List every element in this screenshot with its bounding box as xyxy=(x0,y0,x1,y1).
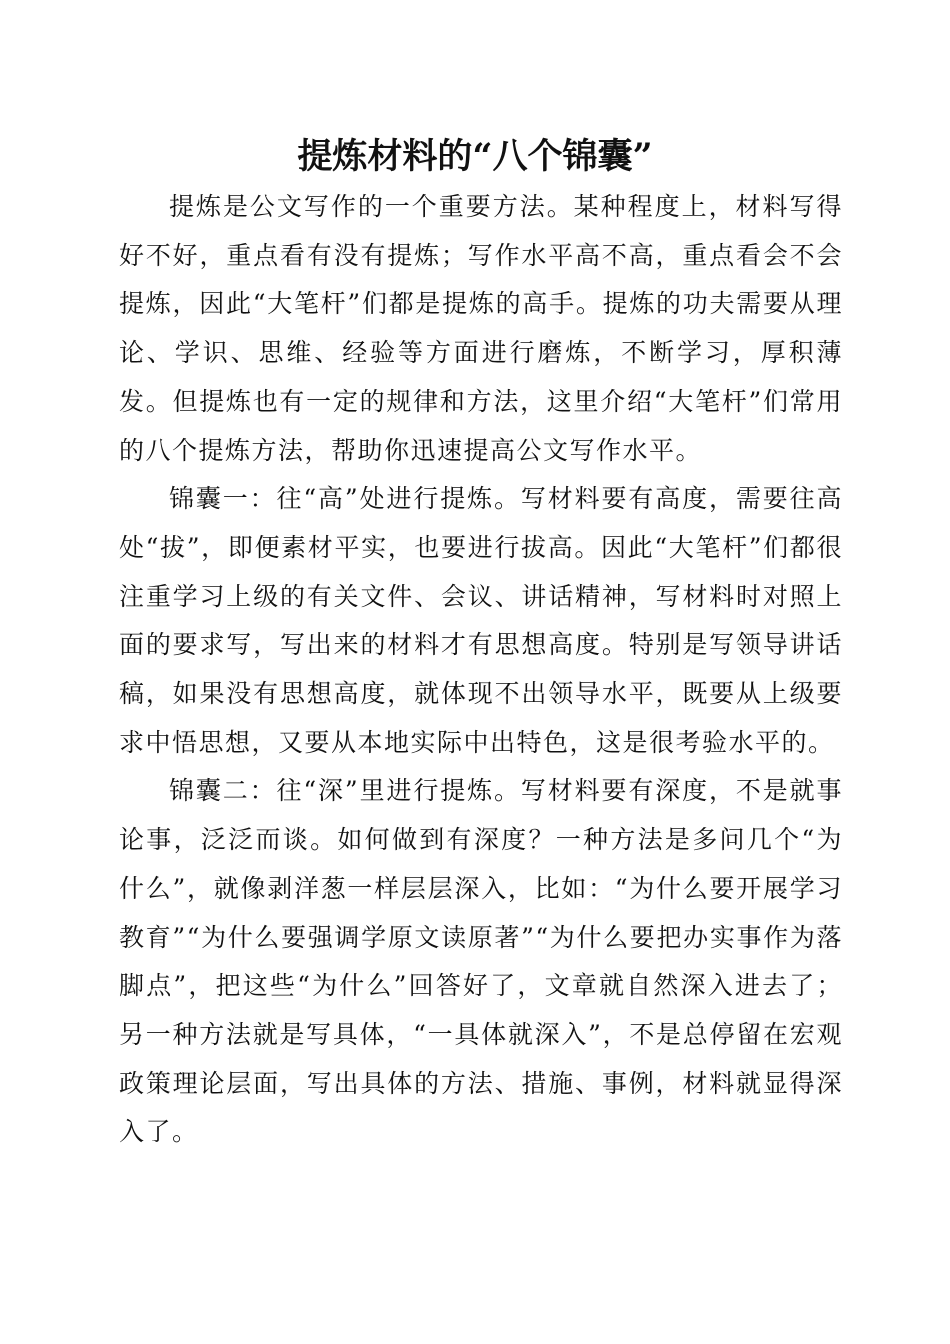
paragraph-intro: 提炼是公文写作的一个重要方法。某种程度上，材料写得好不好，重点看有没有提炼；写作水平高不高，重点看会不会提炼，因此“大笔杆”们都是提炼的高手。提炼的功夫需要从理论、学识、思维、经验等方面进行磨炼，不断学习，厚积薄发。但提炼也有一定的规律和方法，这里介绍“大笔杆”们常用的八个提炼方法，帮助你迅速提高公文写作水平。 xyxy=(119,192,843,465)
paragraph-tip-one: 锦囊一：往“高”处进行提炼。写材料要有高度，需要往高处“拔”，即便素材平实，也要进行拔高。因此“大笔杆”们都很注重学习上级的有关文件、会议、讲话精神，写材料时对照上面的要求写，写出来的材料才有思想高度。特别是写领导讲话稿，如果没有思想高度，就体现不出领导水平，既要从上级要求中悟思想，又要从本地实际中出特色，这是很考验水平的。 xyxy=(119,484,843,757)
document-body xyxy=(119,183,843,1157)
paragraph-tip-two: 锦囊二：往“深”里进行提炼。写材料要有深度，不是就事论事，泛泛而谈。如何做到有深度？一种方法是多问几个“为什么”，就像剥洋葱一样层层深入，比如：“为什么要开展学习教育”“为什么要强调学原文读原著”“为什么要把办实事作为落脚点”，把这些“为什么”回答好了，文章就自然深入进去了；另一种方法就是写具体，“一具体就深入”，不是总停留在宏观政策理论层面，写出具体的方法、措施、事例，材料就显得深入了。 xyxy=(119,776,843,1147)
document-title: 提炼材料的“八个锦囊” xyxy=(297,136,653,177)
